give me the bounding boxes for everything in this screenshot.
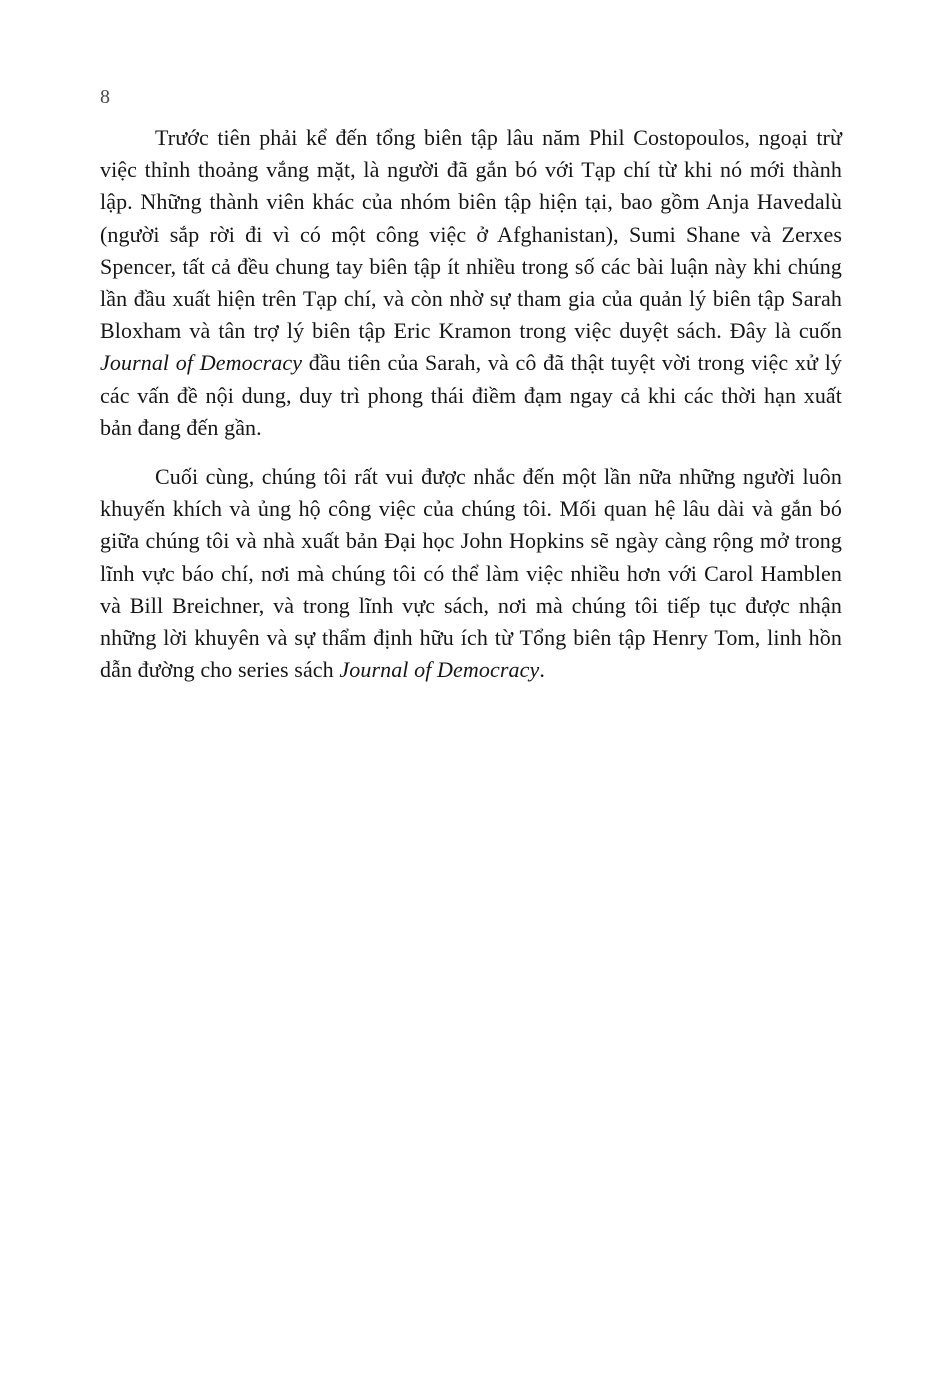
italic-text-run: Journal of Democracy <box>339 657 540 683</box>
document-body <box>100 122 842 703</box>
text-run: Cuối cùng, chúng tôi rất vui được nhắc đến một lần nữa những người luôn khuyến khích và ủng hộ công việc của chúng tôi. Mối quan hệ lâu dài và gắn bó giữa chúng tôi và nhà xuất bản Đại học John Hopkins sẽ ngày càng rộng mở trong lĩnh vực báo chí, nơi mà chúng tôi có thể làm việc nhiều hơn với Carol Hamblen và Bill Breichner, và trong lĩnh vực sách, nơi mà chúng tôi tiếp tục được nhận những lời khuyên và sự thẩm định hữu ích từ Tổng biên tập Henry Tom, linh hồn dẫn đường cho series sách <box>100 464 842 683</box>
paragraph <box>100 122 842 444</box>
paragraph <box>100 461 842 686</box>
text-run: Trước tiên phải kể đến tổng biên tập lâu năm Phil Costopoulos, ngoại trừ việc thỉnh thoảng vắng mặt, là người đã gắn bó với Tạp chí từ khi nó mới thành lập. Những thành viên khác của nhóm biên tập hiện tại, bao gồm Anja Havedalù (người sắp rời đi vì có một công việc ở Afghanistan), Sumi Shane và Zerxes Spencer, tất cả đều chung tay biên tập ít nhiều trong số các bài luận này khi chúng lần đầu xuất hiện trên Tạp chí, và còn nhờ sự tham gia của quản lý biên tập Sarah Bloxham và tân trợ lý biên tập Eric Kramon trong việc duyệt sách. Đây là cuốn <box>100 125 842 344</box>
text-run: đầu tiên của Sarah, và cô đã thật tuyệt vời trong việc xử lý các vấn đề nội dung, duy trì phong thái điềm đạm ngay cả khi các thời hạn xuất bản đang đến gần. <box>100 350 843 440</box>
italic-text-run: Journal of Democracy <box>100 350 303 376</box>
page-number: 8 <box>100 86 110 108</box>
text-run: . <box>539 657 545 683</box>
